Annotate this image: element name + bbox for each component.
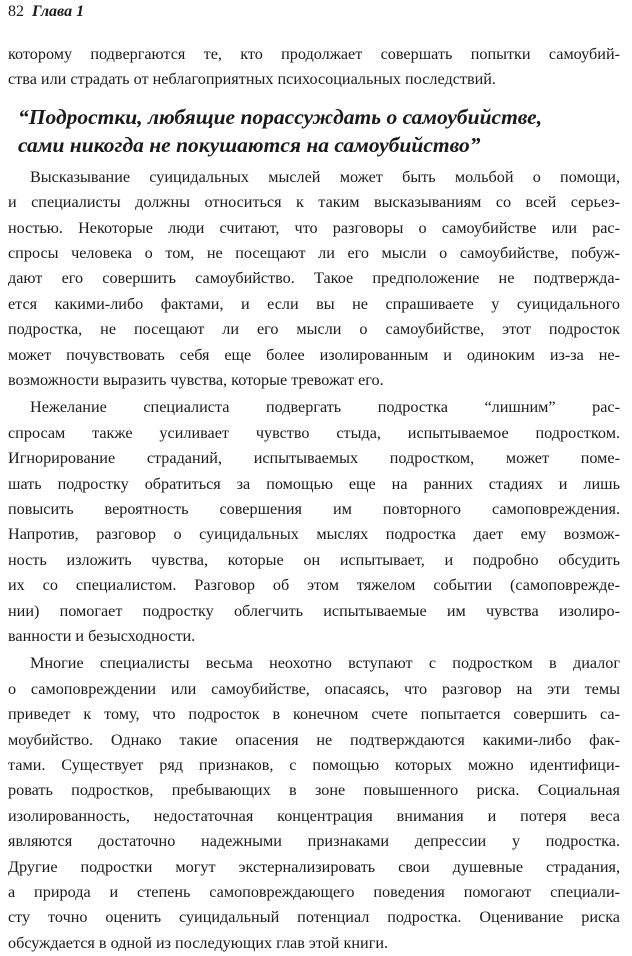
intro-line: ства или страдать от неблагоприятных психосоциальных последствий. [8,70,496,89]
page-number: 82 [8,3,24,20]
paragraph-line: а природа и степень самоповреждающего поведения помогают специали- [8,883,620,901]
section-heading-line: “Подростки, любящие порассуждать о самоубийстве, [18,104,543,129]
paragraph-line: являются достаточно надежными признаками депрессии у подростка. [8,832,620,851]
paragraph-line: ется какими-либо фактами, и если вы не спрашиваете у суицидального [8,294,620,313]
paragraph-line: ностью. Некоторые люди считают, что разговоры о самоубийстве или рас- [8,218,620,237]
paragraph-line: Высказывание суицидальных мыслей может быть мольбой о помощи, [30,167,620,186]
paragraph-line: может почувствовать себя еще более изолированным и одиноким из-за не- [8,345,620,364]
paragraph-line: дают его совершить самоубийство. Такое предположение не подтвержда- [8,269,620,288]
paragraph-line: Нежелание специалиста подвергать подростка “лишним” рас- [30,398,620,417]
running-title: Глава 1 [32,3,85,20]
intro-line: которому подвергаются те, кто продолжает совершать попытки самоубий- [8,45,620,63]
paragraph-line: шать подростку обратиться за помощью еще на ранних стадиях и лишь [8,474,620,493]
section-heading-line: сами никогда не покушаются на самоубийство” [18,132,481,157]
paragraph-line: и специалисты должны относиться к таким высказываниям со всей серьез- [8,193,620,212]
paragraph-line: ванности и безысходности. [8,627,196,645]
paragraph-line: их со специалистом. Разговор об этом тяжелом событии (самоповрежде- [8,576,620,595]
paragraph-line: изолированность, недостаточная концентрация внимания и потеря веса [8,806,620,825]
paragraph-line: о самоповреждении или самоубийстве, опасаясь, что разговор на эти темы [8,679,620,698]
paragraph-line: ность изложить чувства, которые он испытывает, и подробно обсудить [8,550,620,569]
paragraph-line: подростка, не посещают ли его мысли о самоубийстве, этот подросток [8,320,620,339]
paragraph-line: Многие специалисты весьма неохотно вступают с подростком в диалог [30,654,620,673]
paragraph-line: приведет к тому, что подросток в конечном счете попытается совершить са- [8,705,620,724]
paragraph-line: Напротив, разговор о суицидальных мыслях подростка дает ему возмож- [8,525,620,544]
paragraph-line: спросы человека о том, не посещают ли его мысли о самоубийстве, побуж- [8,244,620,262]
paragraph-line: Игнорирование страданий, испытываемых подростком, может поме- [8,449,620,468]
paragraph-line: тами. Существует ряд признаков, с помощью которых можно идентифици- [8,756,620,774]
paragraph-line: нии) помогает подростку облегчить испытываемые им чувства изолиро- [8,601,620,620]
paragraph-line: Другие подростки могут экстернализировать свои душевные страдания, [8,857,620,876]
page-header [8,2,84,22]
paragraph-line: повысить вероятность совершения им повторного самоповреждения. [8,500,620,518]
paragraph-line: сту точно оценить суицидальный потенциал подростка. Оценивание риска [8,908,620,927]
paragraph-line: спросам также усиливает чувство стыда, испытываемое подростком. [8,423,620,442]
paragraph-line: моубийство. Однако такие опасения не подтверждаются какими-либо фак- [8,730,620,749]
paragraph-line: ровать подростков, пребывающих в зоне повышенного риска. Социальная [8,781,620,800]
paragraph-line: обсуждается в одной из последующих глав этой книги. [8,933,389,952]
paragraph-line: возможности выразить чувства, которые тревожат его. [8,371,384,389]
